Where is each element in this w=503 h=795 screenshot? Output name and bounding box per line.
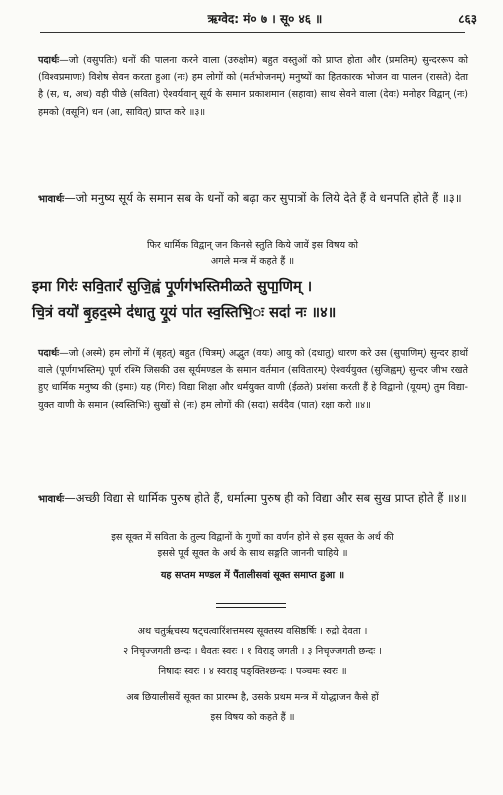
header-rule [40, 32, 465, 33]
sukta-end-note: यह सप्तम मण्डल में पैंतालीसवां सूक्त समाप्त हुआ ॥ [160, 570, 345, 581]
next-line-2: २ निचृज्जगती छन्दः । धैवतः स्वरः । १ विराड् जगती । ३ निचृज्जगती छन्दः । [123, 646, 382, 657]
mantra-intro [30, 238, 475, 270]
section-divider [216, 603, 286, 611]
padartha-paragraph-4 [38, 345, 468, 414]
mantra-line-2: चि॒त्रं वयो॑ बृ॒हद॒स्मे द॑धातु यू॒यं पा॑त स्व॒स्तिभि॒ः सदा॑ नः ॥४॥ [32, 305, 337, 321]
padartha-label: पदार्थः [38, 55, 60, 66]
page-header [0, 8, 503, 30]
summary-line-2: इससे पूर्व सूक्त के अर्थ के साथ सङ्गति जाननी चाहिये ॥ [157, 548, 348, 559]
next-sukta-header [30, 622, 475, 728]
bhavartha-text: —जो मनुष्य सूर्य के समान सब के धनों को बढ़ा कर सुपात्रों के लिये देते हैं वे धनपति होते हैं ॥३॥ [64, 191, 462, 205]
sukta-summary [30, 530, 475, 584]
mantra-line-1: इमा गिरः॑ सवि॒तारं॑ सुजि॒ह्वं पू॒र्णग॑भस्तिमीळते सुपा॒णिम् । [32, 279, 313, 295]
next-line-3: निषादः स्वरः । ४ स्वराड् पङ्क्तिश्छन्दः । पञ्चमः स्वरः ॥ [158, 666, 347, 677]
padartha-label: पदार्थः [38, 348, 60, 359]
running-title: ऋग्वेद: मं० ७ । सू० ४६ ॥ [207, 12, 323, 26]
padartha-text: —जो (अस्मे) हम लोगों में (बृहत्) बहुत (चित्रम्) अद्भुत (वयः) आयु को (दधातु) धारण करे उस (सुपाणिम्) सुन्दर हाथों वाले (पूर्णगभस्तिम्) पूर्ण रश्मि जिसकी उस सूर्यमण्डल के समान वर्तमान (सवितारम्) ऐश्वर्ययुक्त (सुजिह्वम्) सुन्दर जीभ रखते हुए धार्मिक मनुष्य की (इमाः) यह (गिरः) विद्या शिक्षा और धर्मयुक्त वाणी (ईळते) प्रशंसा करती हैं हे विद्वानो (यूयम्) तुम विद्या-युक्त वाणी के समान (स्वस्तिभिः) सुखों से (नः) हम लोगों की (सदा) सर्वदैव (पात) रक्षा करो ॥४॥ [38, 348, 468, 411]
bhavartha-text: —अच्छी विद्या से धार्मिक पुरुष होते हैं, धर्मात्मा पुरुष ही को विद्या और सब सुख प्राप्त होते हैं ॥४॥ [64, 491, 467, 505]
mantra-verse-4 [32, 274, 477, 326]
padartha-paragraph-3 [38, 52, 468, 121]
bhavartha-label: भावार्थः [38, 494, 65, 505]
summary-line-1: इस सूक्त में सविता के तुल्य विद्वानों के गुणों का वर्णन होने से इस सूक्त के अर्थ की [111, 532, 394, 543]
next-line-1: अथ चतुर्ऋचस्य षट्चत्वारिंशत्तमस्य सूक्तस्य वसिष्ठर्षिः । रुद्रो देवता । [137, 626, 368, 637]
next-line-5: इस विषय को कहते हैं ॥ [210, 712, 295, 723]
padartha-text: —जो (वसुपतिः) धनों की पालना करने वाला (उरुक्षोम) बहुत वस्तुओं को प्राप्त होता और (प्रमतिम्) सुन्दररूप को (विश्वप्रमाणः) विशेष सेवन करता हुआ (नः) हम लोगों को (मर्तभोजनम्) मनुष्यों का हितकारक भोजन वा पालन (रासते) देता है (स, ध, अध) वही पीछे (सविता) ऐश्वर्यवान् सूर्य के समान प्रकाशमान (सहावा) साथ सेवने वाला (देवः) मनोहर विद्वान् (नः) हमको (वसूनि) धन (आ, सावित्) प्राप्त करे ॥३॥ [38, 55, 468, 118]
bhavartha-paragraph-4 [38, 488, 468, 510]
bhavartha-label: भावार्थः [38, 194, 65, 205]
bhavartha-paragraph-3 [38, 188, 468, 210]
intro-line-1: फिर धार्मिक विद्वान् जन किनसे स्तुति किये जावें इस विषय को [146, 240, 358, 251]
intro-line-2: अगले मन्त्र में कहते हैं ॥ [210, 256, 295, 267]
next-line-4: अब छियालीसवें सूक्त का प्रारम्भ है, उसके प्रथम मन्त्र में योद्धाजन कैसे हों [126, 692, 379, 703]
page-number: ८६३ [458, 12, 477, 26]
